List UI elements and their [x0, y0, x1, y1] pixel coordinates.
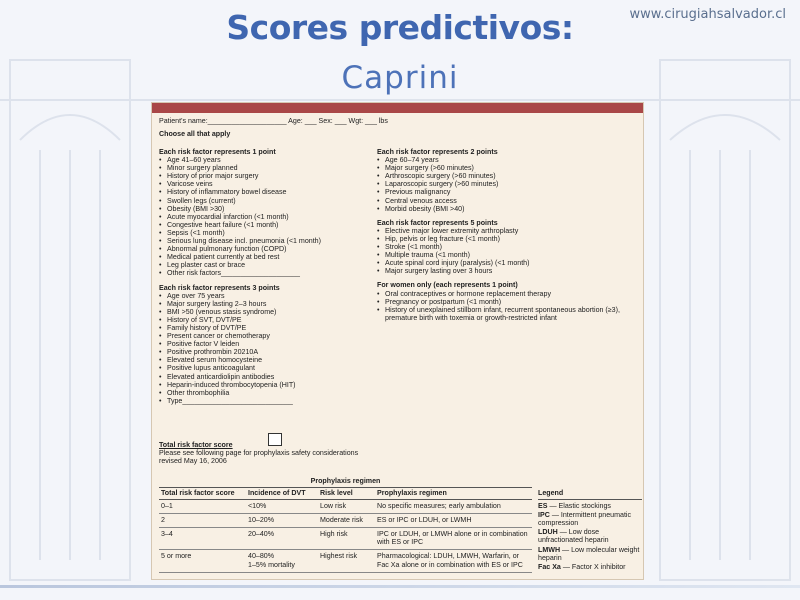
- table-cell: Moderate risk: [318, 514, 375, 528]
- legend-item: [538, 546, 642, 562]
- table-cell: <10%: [246, 500, 318, 514]
- total-score-heading: Total risk factor score: [159, 441, 233, 449]
- column-header: Risk level: [318, 488, 375, 500]
- risk-factor-item: • Minor surgery planned: [159, 164, 374, 172]
- table-row: [159, 550, 532, 572]
- risk-factor-item: • Age 60–74 years: [377, 156, 639, 164]
- legend-desc: — Low dose unfractionated heparin: [538, 528, 609, 545]
- risk-factor-list: [377, 290, 639, 322]
- risk-factor-item: • Serious lung disease incl. pneumonia (<1 month): [159, 237, 374, 245]
- risk-factor-item: • Major surgery (>60 minutes): [377, 164, 639, 172]
- section-gap: [377, 275, 639, 279]
- legend-abbr: ES: [538, 502, 548, 511]
- risk-factor-item: • Positive factor V leiden: [159, 340, 374, 348]
- total-score-box[interactable]: [268, 433, 282, 446]
- revised-date: revised May 16, 2006: [159, 457, 227, 466]
- risk-factor-item: • Previous malignancy: [377, 188, 639, 196]
- table-cell: Highest risk: [318, 550, 375, 572]
- section-heading: Each risk factor represents 5 points: [377, 218, 498, 227]
- risk-factor-item: • Elevated serum homocysteine: [159, 356, 374, 364]
- risk-factor-item: • History of inflammatory bowel disease: [159, 188, 374, 196]
- legend-abbr: Fac Xa: [538, 562, 561, 571]
- legend: [538, 488, 642, 572]
- risk-factor-item: • Elective major lower extremity arthroplasty: [377, 227, 639, 235]
- risk-factor-item: • Stroke (<1 month): [377, 243, 639, 251]
- risk-factor-item: • Varicose veins: [159, 180, 374, 188]
- table-cell: 20–40%: [246, 528, 318, 550]
- risk-factor-item: • Multiple trauma (<1 month): [377, 251, 639, 259]
- table-cell: 0–1: [159, 500, 246, 514]
- risk-factor-item: • Congestive heart failure (<1 month): [159, 221, 374, 229]
- section-heading: Each risk factor represents 2 points: [377, 148, 498, 156]
- legend-item: [538, 511, 642, 527]
- column-header: Incidence of DVT: [246, 488, 318, 500]
- form-top-bar: [152, 103, 643, 113]
- slide-subtitle: Caprini: [341, 60, 459, 96]
- prophylaxis-table: [159, 488, 532, 573]
- risk-factor-item: • History of SVT, DVT/PE: [159, 316, 374, 324]
- legend-desc: — Factor X inhibitor: [562, 562, 626, 571]
- risk-factor-item: • Abnormal pulmonary function (COPD): [159, 245, 374, 253]
- legend-heading: Legend: [538, 488, 642, 500]
- section-gap: [377, 213, 639, 217]
- column-header: Prophylaxis regimen: [375, 488, 532, 500]
- risk-factor-item: • Laparoscopic surgery (>60 minutes): [377, 180, 639, 188]
- risk-factor-item: • Arthroscopic surgery (>60 minutes): [377, 172, 639, 180]
- choose-instruction: Choose all that apply: [159, 130, 231, 138]
- section-gap: [159, 405, 374, 409]
- risk-factor-item: • Pregnancy or postpartum (<1 month): [377, 298, 639, 306]
- risk-factor-item: • Major surgery lasting over 3 hours: [377, 267, 639, 275]
- slide-title: Scores predictivos:: [226, 8, 574, 47]
- risk-factor-item: • Obesity (BMI >30): [159, 205, 374, 213]
- site-url: www.cirugiahsalvador.cl: [629, 7, 786, 22]
- legend-item: [538, 528, 642, 544]
- risk-factor-item: • Oral contraceptives or hormone replacement therapy: [377, 290, 639, 298]
- legend-item: [538, 563, 642, 571]
- section-heading: Each risk factor represents 1 point: [159, 148, 276, 156]
- total-score-block: [159, 441, 459, 465]
- table-cell: 40–80% 1–5% mortality: [246, 550, 318, 572]
- risk-factor-item: • Central venous access: [377, 197, 639, 205]
- section-gap: [377, 322, 639, 326]
- risk-factor-item: • Morbid obesity (BMI >40): [377, 205, 639, 213]
- risk-factor-item: • Heparin-induced thrombocytopenia (HIT): [159, 381, 374, 389]
- risk-factor-item: • Present cancer or chemotherapy: [159, 332, 374, 340]
- table-cell: High risk: [318, 528, 375, 550]
- risk-factor-item: • Medical patient currently at bed rest: [159, 253, 374, 261]
- risk-factor-list: [377, 227, 639, 276]
- risk-factor-item: • Hip, pelvis or leg fracture (<1 month): [377, 235, 639, 243]
- left-column: [159, 146, 374, 409]
- risk-factor-item: • Acute myocardial infarction (<1 month): [159, 213, 374, 221]
- table-cell: Low risk: [318, 500, 375, 514]
- table-cell: IPC or LDUH, or LMWH alone or in combination with ES or IPC: [375, 528, 532, 550]
- prophylaxis-title: Prophylaxis regimen: [159, 477, 532, 488]
- risk-factor-item: • History of prior major surgery: [159, 172, 374, 180]
- legend-abbr: LMWH: [538, 545, 561, 554]
- section-gap: [159, 278, 374, 282]
- table-cell: 3–4: [159, 528, 246, 550]
- risk-factor-item: • Positive lupus anticoagulant: [159, 364, 374, 372]
- legend-item: [538, 502, 642, 510]
- table-cell: No specific measures; early ambulation: [375, 500, 532, 514]
- risk-factor-list: [159, 292, 374, 405]
- risk-factor-item: • Age 41–60 years: [159, 156, 374, 164]
- risk-factor-list: [159, 156, 374, 277]
- right-column: [377, 146, 639, 326]
- risk-factor-item: • Other thrombophilia: [159, 389, 374, 397]
- caprini-form: [151, 102, 644, 580]
- risk-factor-item: • Major surgery lasting 2–3 hours: [159, 300, 374, 308]
- risk-factor-item: • Elevated anticardiolipin antibodies: [159, 373, 374, 381]
- table-row: [159, 514, 532, 528]
- risk-factor-item: • Acute spinal cord injury (paralysis) (<1 month): [377, 259, 639, 267]
- patient-info-line: Patient's name:____________________ Age: ___ Sex: ___ Wgt: ___ lbs: [159, 117, 388, 125]
- risk-factor-item: • History of unexplained stillborn infant, recurrent spontaneous abortion (≥3), premature birth with toxemia or growth-restricted infant: [377, 306, 639, 322]
- legend-abbr: LDUH: [538, 528, 558, 537]
- legend-desc: — Low molecular weight heparin: [538, 545, 640, 562]
- risk-factor-item: • Type____________________________: [159, 397, 374, 405]
- table-row: [159, 528, 532, 550]
- risk-factor-item: • Swollen legs (current): [159, 197, 374, 205]
- table-cell: ES or IPC or LDUH, or LWMH: [375, 514, 532, 528]
- risk-factor-list: [377, 156, 639, 213]
- total-score-note: Please see following page for prophylaxis safety considerations: [159, 449, 359, 458]
- risk-factor-item: • Leg plaster cast or brace: [159, 261, 374, 269]
- table-cell: 5 or more: [159, 550, 246, 572]
- risk-factor-item: • BMI >50 (venous stasis syndrome): [159, 308, 374, 316]
- column-header: Total risk factor score: [159, 488, 246, 500]
- bottom-rule: [0, 585, 800, 588]
- table-cell: Pharmacological: LDUH, LMWH, Warfarin, or Fac Xa alone or in combination with ES or IPC: [375, 550, 532, 572]
- table-cell: 10–20%: [246, 514, 318, 528]
- risk-factor-item: • Age over 75 years: [159, 292, 374, 300]
- section-heading: Each risk factor represents 3 points: [159, 283, 280, 292]
- table-row: [159, 500, 532, 514]
- risk-factor-item: • Family history of DVT/PE: [159, 324, 374, 332]
- legend-abbr: IPC: [538, 511, 550, 520]
- section-heading: For women only (each represents 1 point): [377, 281, 518, 290]
- risk-factor-item: • Other risk factors____________________: [159, 269, 374, 277]
- risk-factor-item: • Positive prothrombin 20210A: [159, 348, 374, 356]
- legend-desc: — Intermittent pneumatic compression: [538, 511, 632, 528]
- risk-factor-item: • Sepsis (<1 month): [159, 229, 374, 237]
- legend-desc: — Elastic stockings: [549, 502, 611, 511]
- table-cell: 2: [159, 514, 246, 528]
